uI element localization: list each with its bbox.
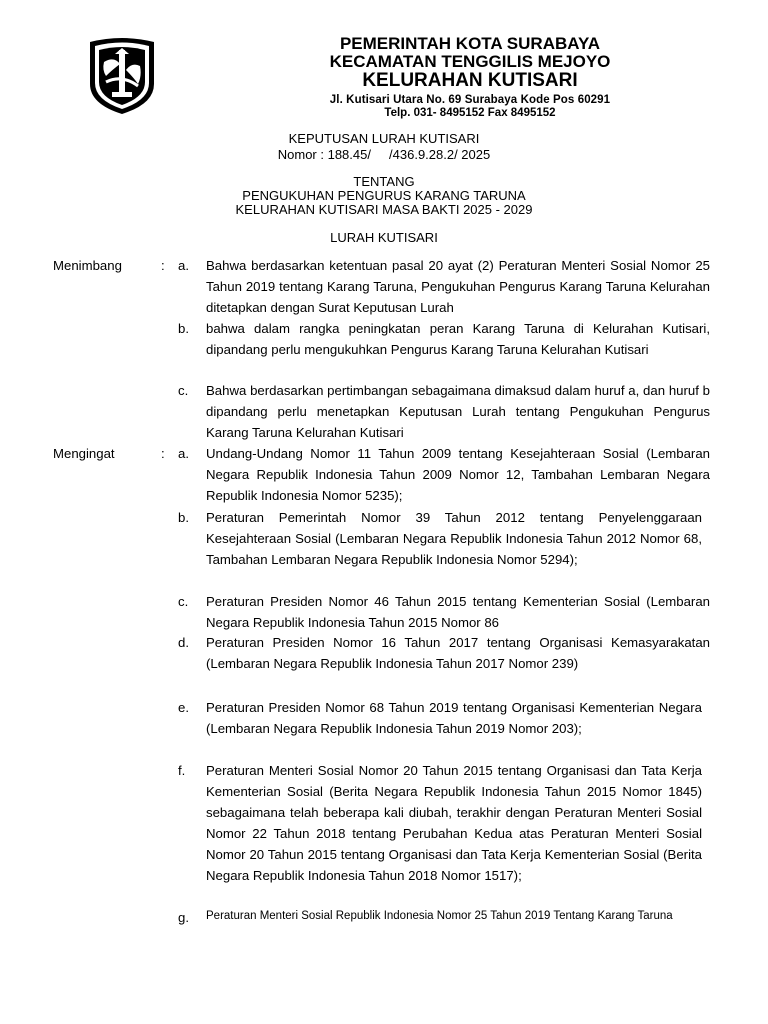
surabaya-emblem-logo (82, 36, 162, 116)
mengingat-letter-g: g. (178, 910, 189, 925)
menimbang-letter-a: a. (178, 258, 189, 273)
mengingat-letter-b: b. (178, 510, 189, 525)
mengingat-label: Mengingat (53, 446, 115, 461)
mengingat-text-g: Peraturan Menteri Sosial Republik Indonesia Nomor 25 Tahun 2019 Tentang Karang Taruna (206, 910, 673, 922)
menimbang-label: Menimbang (53, 258, 122, 273)
decision-title: KEPUTUSAN LURAH KUTISARI (288, 131, 480, 146)
mengingat-letter-f: f. (178, 763, 186, 778)
mengingat-text-f: Peraturan Menteri Sosial Nomor 20 Tahun 2015 tentang Organisasi dan Tata Kerja Kementerian Sosial (Berita Negara Republik Indonesia Tahun 2015 Nomor 1845) sebagaimana telah beberapa kali diubah, terakhir dengan Peraturan Menteri Sosial Nomor 22 Tahun 2018 tentang Perubahan Kedua atas Peraturan Menteri Sosial Nomor 20 Tahun 2015 tentang Organisasi dan Tata Kerja Kementerian Sosial (Berita Negara Republik Indonesia Tahun 2018 Nomor 1517); (206, 763, 702, 883)
menimbang-colon: : (161, 258, 165, 273)
menimbang-text-a: Bahwa berdasarkan ketentuan pasal 20 ayat (2) Peraturan Menteri Sosial Nomor 25 Tahun 2019 tentang Karang Taruna, Pengukuhan Pengurus Karang Taruna Kelurahan ditetapkan dengan Surat Keputusan Lurah (206, 258, 710, 315)
menimbang-text-c: Bahwa berdasarkan pertimbangan sebagaimana dimaksud dalam huruf a, dan huruf b dipandang perlu menetapkan Keputusan Lurah tentang Pengukuhan Pengurus Karang Taruna Kelurahan Kutisari (206, 383, 710, 440)
letterhead-government: PEMERINTAH KOTA SURABAYA (339, 34, 601, 53)
official-title: LURAH KUTISARI (330, 230, 438, 245)
decision-number: Nomor : 188.45/ /436.9.28.2/ 2025 (277, 147, 491, 162)
menimbang-letter-c: c. (178, 383, 189, 398)
mengingat-text-c: Peraturan Presiden Nomor 46 Tahun 2015 tentang Kementerian Sosial (Lembaran Negara Republik Indonesia Tahun 2015 Nomor 86 (206, 594, 710, 630)
about-line-2: KELURAHAN KUTISARI MASA BAKTI 2025 - 2029 (235, 202, 533, 217)
about-label: TENTANG (353, 174, 415, 189)
mengingat-letter-a: a. (178, 446, 189, 461)
menimbang-text-b: bahwa dalam rangka peningkatan peran Karang Taruna di Kelurahan Kutisari, dipandang perlu mengukuhkan Pengurus Karang Taruna Kelurahan Kutisari (206, 321, 710, 357)
letterhead-village: KELURAHAN KUTISARI (362, 70, 578, 91)
menimbang-letter-b: b. (178, 321, 189, 336)
about-line-1: PENGUKUHAN PENGURUS KARANG TARUNA (242, 188, 526, 203)
mengingat-letter-d: d. (178, 635, 189, 650)
mengingat-text-e: Peraturan Presiden Nomor 68 Tahun 2019 tentang Organisasi Kementerian Negara (Lembaran Negara Republik Indonesia Tahun 2019 Nomor 203); (206, 700, 702, 736)
mengingat-text-d: Peraturan Presiden Nomor 16 Tahun 2017 tentang Organisasi Kemasyarakatan (Lembaran Negara Republik Indonesia Tahun 2017 Nomor 239) (206, 635, 710, 671)
mengingat-text-a: Undang-Undang Nomor 11 Tahun 2009 tentang Kesejahteraan Sosial (Lembaran Negara Republik Indonesia Tahun 2009 Nomor 12, Tambahan Lembaran Negara Republik Indonesia Nomor 5235); (206, 446, 710, 503)
mengingat-letter-e: e. (178, 700, 189, 715)
mengingat-colon: : (161, 446, 165, 461)
letterhead-district: KECAMATAN TENGGILIS MEJOYO (329, 52, 611, 71)
mengingat-text-b: Peraturan Pemerintah Nomor 39 Tahun 2012 tentang Penyelenggaraan Kesejahteraan Sosial (Lembaran Negara Republik Indonesia Tahun 2012 Nomor 68, Tambahan Lembaran Negara Republik Indonesia Nomor 5294); (206, 510, 702, 567)
letterhead-address: Jl. Kutisari Utara No. 69 Surabaya Kode Pos 60291 (329, 94, 611, 106)
letterhead-phone: Telp. 031- 8495152 Fax 8495152 (384, 107, 556, 119)
mengingat-letter-c: c. (178, 594, 189, 609)
